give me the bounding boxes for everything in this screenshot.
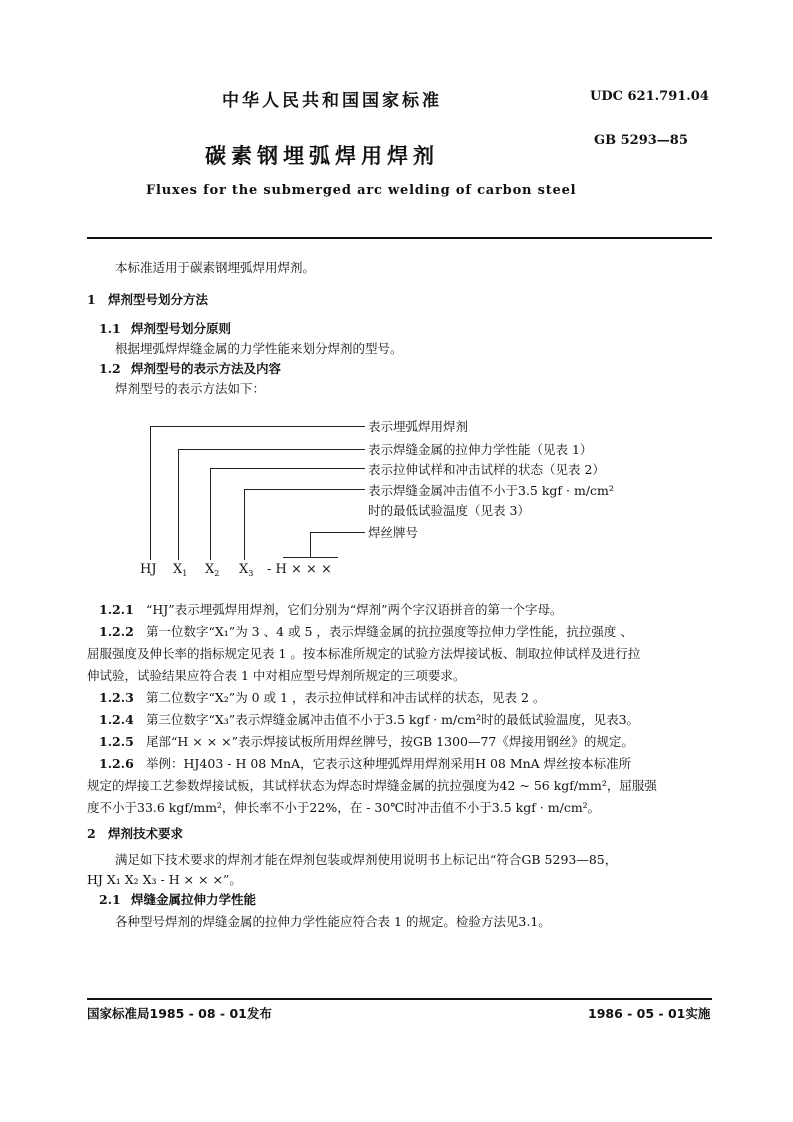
item-number: 1.2.6 bbox=[99, 756, 134, 771]
diagram-label-x3: 表示焊缝金属冲击值不小于3.5 kgf · m/cm² bbox=[368, 483, 614, 498]
diagram-label-x3-cont: 时的最低试验温度（见表 3） bbox=[368, 503, 530, 518]
item-1-2-2-line: 屈服强度及伸长率的指标规定见表 1 。按本标准所规定的试验方法焊接试板、制取拉伸试样及进行拉 bbox=[87, 646, 641, 661]
section-2-text-line: 满足如下技术要求的焊剂才能在焊剂包装或焊剂使用说明书上标记出“符合GB 5293—85， bbox=[115, 852, 618, 867]
code-x3: $X_3$ bbox=[239, 562, 254, 578]
item-1-2-5-line: 尾部“H × × ×”表示焊接试板所用焊丝牌号，按GB 1300—77《焊接用钢丝》的规定。 bbox=[146, 734, 634, 749]
item-number: 1.2.2 bbox=[99, 624, 134, 639]
item-1-2-6-line: 规定的焊接工艺参数焊接试板，其试样状态为焊态时焊缝金属的抗拉强度为42 ~ 56 kgf/mm²，屈服强 bbox=[87, 778, 657, 793]
item-1-2-2-line: 伸试验，试验结果应符合表 1 中对相应型号焊剂所规定的三项要求。 bbox=[87, 668, 466, 683]
section-2-text-line: HJ X₁ X₂ X₃ - H × × ×”。 bbox=[87, 872, 242, 887]
section-1-2-text: 焊剂型号的表示方法如下： bbox=[115, 381, 266, 396]
code-tail: - H × × × bbox=[267, 562, 332, 577]
section-1-1-number: 1.1 bbox=[99, 321, 121, 336]
item-number: 1.2.1 bbox=[99, 602, 134, 617]
diagram-label-hj: 表示埋弧焊用焊剂 bbox=[368, 419, 469, 434]
item-number: 1.2.3 bbox=[99, 690, 134, 705]
item-1-2-1-line: “HJ”表示埋弧焊用焊剂，它们分别为“焊剂”两个字汉语拼音的第一个字母。 bbox=[146, 602, 563, 617]
issue-date: 国家标准局1985 - 08 - 01发布 bbox=[87, 1006, 272, 1021]
item-number: 1.2.4 bbox=[99, 712, 134, 727]
item-1-2-6-line: 举例：HJ403 - H 08 MnA，它表示这种埋弧焊用焊剂采用H 08 MnA 焊丝按本标准所 bbox=[146, 756, 632, 771]
diagram-label-x1: 表示焊缝金属的拉伸力学性能（见表 1） bbox=[368, 442, 593, 457]
item-1-2-3-line: 第二位数字“X₂”为 0 或 1 ，表示拉伸试样和冲击试样的状态，见表 2 。 bbox=[146, 690, 546, 705]
section-1-number: 1 bbox=[87, 292, 96, 307]
intro-text: 本标准适用于碳素钢埋弧焊用焊剂。 bbox=[115, 260, 316, 275]
section-1-2-number: 1.2 bbox=[99, 361, 121, 376]
item-number: 1.2.5 bbox=[99, 734, 134, 749]
item-1-2-4-line: 第三位数字“X₃”表示焊缝金属冲击值不小于3.5 kgf · m/cm²时的最低试验温度，见表3。 bbox=[146, 712, 640, 727]
document-title: 碳素钢埋弧焊用焊剂 bbox=[205, 144, 439, 168]
section-1-1-text: 根据埋弧焊焊缝金属的力学性能来划分焊剂的型号。 bbox=[115, 341, 403, 356]
header-rule bbox=[87, 237, 712, 239]
section-1-heading: 焊剂型号划分方法 bbox=[108, 292, 209, 307]
diagram-label-wire: 焊丝牌号 bbox=[368, 525, 419, 540]
section-2-1-heading: 焊缝金属拉伸力学性能 bbox=[131, 892, 257, 907]
footer-rule bbox=[87, 998, 712, 1000]
section-1-1-heading: 焊剂型号划分原则 bbox=[131, 321, 232, 336]
code-hj: HJ bbox=[140, 562, 157, 577]
section-1-2-heading: 焊剂型号的表示方法及内容 bbox=[131, 361, 282, 376]
section-2-heading: 焊剂技术要求 bbox=[108, 826, 184, 841]
effective-date: 1986 - 05 - 01实施 bbox=[588, 1006, 711, 1021]
diagram-label-x2: 表示拉伸试样和冲击试样的状态（见表 2） bbox=[368, 462, 605, 477]
item-1-2-6-line: 度不小于33.6 kgf/mm²，伸长率不小于22%，在 - 30℃时冲击值不小于3.5 kgf · m/cm²。 bbox=[87, 800, 601, 815]
udc-code: UDC 621.791.04 bbox=[590, 89, 709, 104]
item-1-2-2-line: 第一位数字“X₁”为 3 、4 或 5 ，表示焊缝金属的抗拉强度等拉伸力学性能，抗拉强度 、 bbox=[146, 624, 633, 639]
section-2-number: 2 bbox=[87, 826, 96, 841]
gb-number: GB 5293—85 bbox=[594, 133, 688, 148]
code-x1: $X_1$ bbox=[173, 562, 188, 578]
english-title: Fluxes for the submerged arc welding of carbon steel bbox=[146, 183, 577, 198]
section-2-1-number: 2.1 bbox=[99, 892, 121, 907]
code-x2: $X_2$ bbox=[205, 562, 220, 578]
section-2-1-text: 各种型号焊剂的焊缝金属的拉伸力学性能应符合表 1 的规定。检验方法见3.1。 bbox=[115, 914, 551, 929]
org-title: 中华人民共和国国家标准 bbox=[222, 91, 442, 111]
